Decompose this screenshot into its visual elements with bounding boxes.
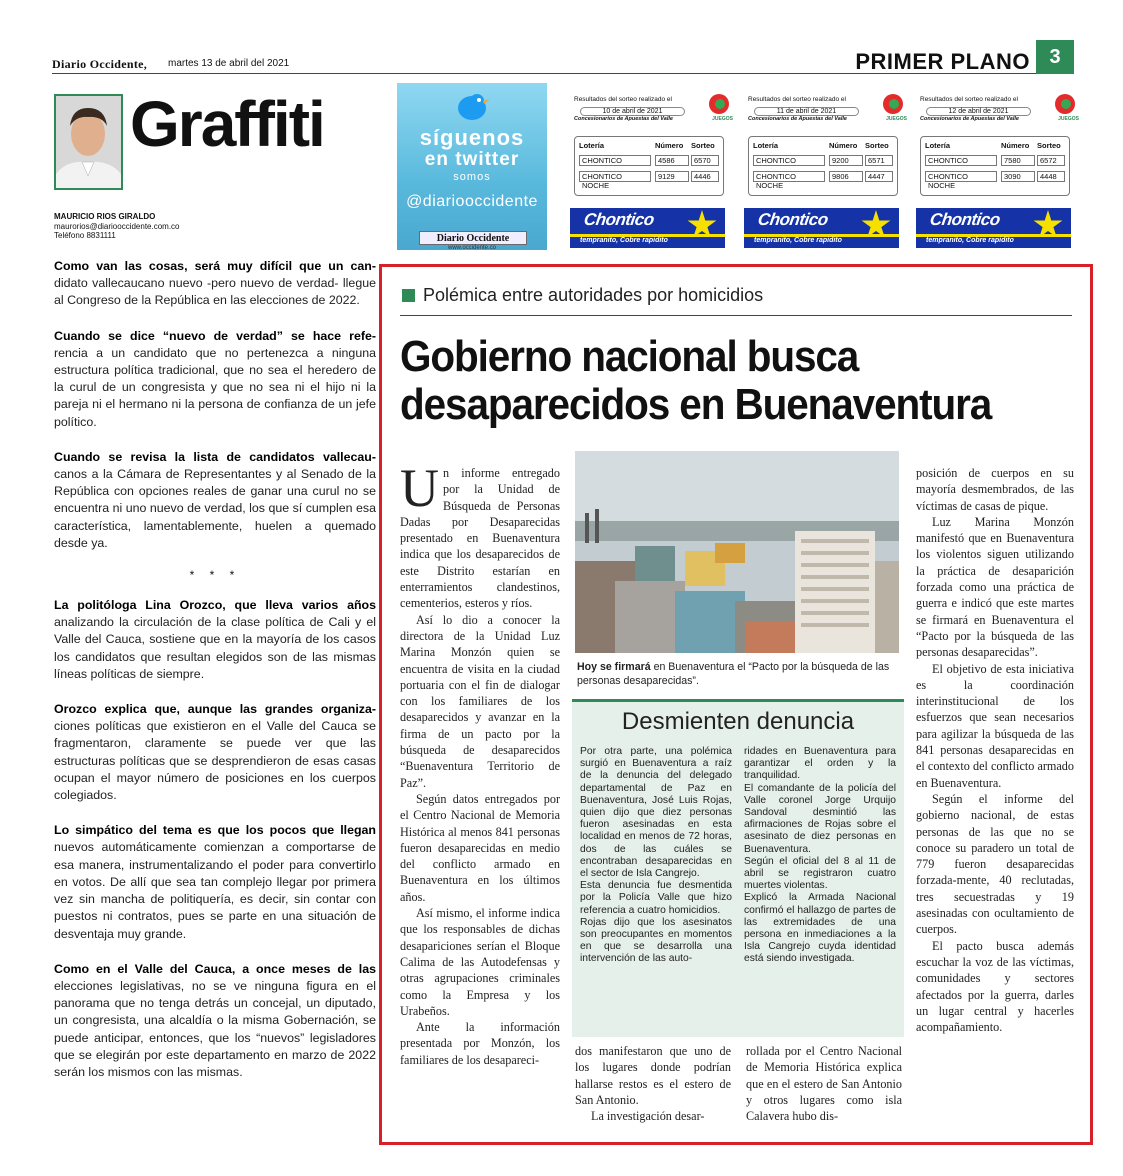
- graffiti-separator: * * *: [189, 568, 241, 583]
- lottery-name-cell: CHONTICO NOCHE: [925, 171, 997, 182]
- lottery-header: Resultados del sorteo realizado el: [748, 96, 846, 103]
- author-photo: [54, 94, 123, 190]
- author-block: [54, 212, 180, 241]
- graffiti-paragraph: La politóloga Lina Orozco, que lleva varios años analizando la circulación de la clase política de Cali y el Valle del Cauca, sostiene que en la mayoría de los casos los candidatos que resultan elegidos son de las mismas líneas políticas de siempre.: [54, 598, 376, 681]
- lottery-number-cell: 7580: [1001, 155, 1035, 166]
- lottery-col-header: Lotería: [925, 141, 951, 150]
- lottery-draw-cell: 6572: [1037, 155, 1065, 166]
- lottery-concession: Concesionarios de Apuestas del Valle: [574, 116, 673, 122]
- juegos-logo-icon: [1055, 94, 1075, 114]
- lottery-draw-cell: 4447: [865, 171, 893, 182]
- sidebar-paragraph: ridades en Buenaventura para garantizar el orden y la tranquilidad.: [744, 746, 896, 782]
- twitter-ad-line3: somos: [453, 171, 491, 183]
- graffiti-paragraph: Orozco explica que, aunque las grandes organiza- ciones políticas que existieron en el Valle del Cauca se fragmentaron, claramente se puede ver que las estructuras políticas que se desprendieron de esas casas ocupan el mayor número de posiciones en los cuerpos colegiados.: [54, 702, 376, 803]
- twitter-ad-brand: Diario Occidente: [419, 231, 527, 245]
- chontico-brand: Chontico: [756, 210, 830, 229]
- sidebar-paragraph: Por otra parte, una polémica surgió en Buenaventura a raíz de la denuncia del delegado departamental de Paz en Buenaventura, José Luis Rojas, quien dijo que diez personas fueron asesinadas en esta localidad en menos de 72 horas, dos de las cuáles se encontraban desaparecidas en el sector de Isla Cangrejo.: [580, 746, 732, 880]
- lottery-table: [920, 136, 1070, 196]
- lottery-col-header: Lotería: [579, 141, 605, 150]
- lottery-table: [574, 136, 724, 196]
- chontico-brand: Chontico: [582, 210, 656, 229]
- story-paragraph: Según datos entregados por el Centro Nacional de Memoria Histórica al menos 841 personas fueron desaparecidas en medio del conflicto armado en Buenaventura en los últimos años.: [400, 791, 560, 904]
- lottery-col-header: Número: [1001, 141, 1030, 150]
- story-headline: Gobierno nacional busca desaparecidos en Buenaventura: [400, 332, 992, 429]
- story-column-3: [746, 1043, 902, 1124]
- lottery-header: Resultados del sorteo realizado el: [574, 96, 672, 103]
- lottery-draw-cell: 6571: [865, 155, 893, 166]
- chontico-brand: Chontico: [928, 210, 1002, 229]
- sidebar-paragraph: Esta denuncia fue desmentida por la Policía Valle que hizo referencia a cuatro homicidios.: [580, 880, 732, 916]
- page-number: 3: [1036, 40, 1074, 74]
- dropcap: U: [400, 458, 439, 518]
- graffiti-body: [54, 258, 376, 1099]
- sidebar-paragraph: Según el oficial del 8 al 11 de abril se registraron cuatro muertes violentas.: [744, 855, 896, 892]
- lottery-number-cell: 9200: [829, 155, 863, 166]
- graffiti-paragraph: Lo simpático del tema es que los pocos que llegan nuevos automáticamente comienzan a comportarse de esa manera, instrumentalizando el poder para convertirlo en votos. De allí que sea tan complejo llegar por primera vez sin mancha de politiquería, es decir, sin contar con puestos ni contratos, pues se parte en una situación de desventaja muy grande.: [54, 823, 376, 941]
- sidebar-column-1: [580, 746, 732, 966]
- juegos-label: JUEGOS: [712, 116, 733, 122]
- sidebar-column-2: [744, 746, 896, 966]
- chontico-slogan: tempranito, Cobre rapidito: [754, 237, 842, 244]
- story-paragraph: Según el informe del gobierno nacional, de estas personas de las que no se conoce su paradero un total de 779 fueron desaparecidas forzada-mente, 40 reclutadas, tres secuestradas y 19 asesinadas con ocultamiento de cuerpos.: [916, 791, 1074, 937]
- sidebar-paragraph: Rojas dijo que los asesinatos son preocupantes en momentos en que se desarrolla una intervención de las auto-: [580, 916, 732, 965]
- twitter-ad-line2: en twitter: [424, 149, 520, 170]
- sidebar-paragraph: El comandante de la policía del Valle coronel Jorge Urquijo Sandoval desmintió las afirmaciones de Rojas sobre el asesinato de diez personas en Buenaventura.: [744, 782, 896, 855]
- story-paragraph: Luz Marina Monzón manifestó que en Buenaventura los violentos siguen utilizando la práctica de desaparición forzada como una práctica de guerra e indicó que este martes se firmará en Buenaventura el “Pacto por la búsqueda de las personas desaparecidas”.: [916, 514, 1074, 660]
- masthead: [52, 45, 1074, 74]
- lottery-date: 10 de abril de 2021: [580, 107, 685, 116]
- twitter-ad-url: www.occidente.co: [447, 245, 497, 250]
- juegos-logo-icon: [883, 94, 903, 114]
- lottery-date: 12 de abril de 2021: [926, 107, 1031, 116]
- lottery-header: Resultados del sorteo realizado el: [920, 96, 1018, 103]
- lottery-result-box: [570, 88, 733, 251]
- city-skyline-image: [575, 451, 899, 653]
- lottery-draw-cell: 6570: [691, 155, 719, 166]
- chontico-slogan: tempranito, Cobre rapidito: [926, 237, 1014, 244]
- lottery-result-box: [916, 88, 1079, 251]
- graffiti-paragraph: Cuando se dice “nuevo de verdad” se hace refe- rencia a un candidato que no pertenezca a ninguna estructura política tradicional, que no sea el heredero de la curul de un congresista y que no sea ni el hijo ni la pareja ni el hermano ni la persona de confianza de un jefe político.: [54, 328, 376, 429]
- story-column-1: [400, 458, 560, 1068]
- story-paragraph: Ante la información presentada por Monzón, los familiares de los desapareci-: [400, 1020, 560, 1067]
- lottery-number-cell: 3090: [1001, 171, 1035, 182]
- twitter-handle: @diariooccidente: [406, 193, 538, 210]
- lottery-draw-cell: 4448: [1037, 171, 1065, 182]
- lottery-name-cell: CHONTICO: [753, 155, 825, 166]
- lottery-col-header: Lotería: [753, 141, 779, 150]
- graffiti-paragraph: Como en el Valle del Cauca, a once meses de las elecciones legislativas, no se ve ninguna figura en el panorama que no tenga detrás un concejal, un diputado, un congresista, una alcaldía o la misma Gobernación, se puede anticipar, entonces, que los “nuevos” legisladores que se elegirán por este departamento en marzo de 2022 serán los mismos con las mismas.: [54, 961, 376, 1079]
- twitter-bird-icon: [453, 89, 491, 123]
- juegos-logo-icon: [709, 94, 729, 114]
- lottery-date: 11 de abril de 2021: [754, 107, 859, 116]
- lottery-concession: Concesionarios de Apuestas del Valle: [920, 116, 1019, 122]
- lottery-draw-cell: 4446: [691, 171, 719, 182]
- lottery-number-cell: 9129: [655, 171, 689, 182]
- photo-caption: Hoy se firmará en Buenaventura el “Pacto por la búsqueda de las personas desaparecidas”.: [577, 661, 890, 687]
- author-portrait-image: [56, 96, 121, 188]
- lottery-result-box: [744, 88, 907, 251]
- story-paragraph: n informe entregado por la Unidad de Búsqueda de Personas Dadas por Desaparecidas presentado en Buenaventura indica que los desaparecidos de este Distrito estarían en enterramientos clandestinos, cementerios, esteros y ríos.: [400, 466, 560, 611]
- story-paragraph: Así mismo, el informe indica que los responsables de dichas desapariciones serían el Bloque Calima de las Autodefensas y otras agrupaciones criminales como la Empresa y los Urabeños.: [400, 906, 560, 1018]
- lottery-col-header: Número: [655, 141, 684, 150]
- graffiti-paragraph: Cuando se revisa la lista de candidatos vallecau- canos a la Cámara de Representantes y al Senado de la República con opciones reales de ganar una curul no se encuentra ni uno nuevo de verdad, los que sí cumplen esa característica, lamentablemente, huelen a quemado desde ya.: [54, 449, 376, 550]
- lottery-name-cell: CHONTICO NOCHE: [753, 171, 825, 182]
- story-paragraph: La investigación desar-: [591, 1109, 705, 1124]
- story-kicker: Polémica entre autoridades por homicidios: [423, 285, 764, 305]
- story-paragraph: rollada por el Centro Nacional de Memoria Histórica explica que en el estero de San Antonio y otros lugares como isla Calavera hubo dis-: [746, 1044, 902, 1124]
- story-column-2: [575, 1043, 731, 1124]
- lottery-table: [748, 136, 898, 196]
- sidebar-paragraph: Explicó la Armada Nacional confirmó el hallazgo de partes de las extremidades de una persona en inmediaciones a la Isla Cangrejo cuyda identidad está siendo investigada.: [744, 892, 896, 965]
- story-paragraph: Así lo dio a conocer la directora de la Unidad Luz Marina Monzón quien se encuentra de visita en la ciudad portuaria con el fin de dialogar con los familiares de los desaparecidos y avanzar en la firma de un pacto por la búsqueda de desaparecidos “Buenaventura Territorio de Paz”.: [400, 612, 560, 790]
- kicker-divider: [400, 315, 1072, 316]
- buenaventura-photo: [575, 451, 899, 653]
- story-paragraph: El pacto busca además escuchar la voz de las víctimas, comunidades y sectores afectados por la guerra, darles un lugar central y hacerles acompañamiento.: [916, 938, 1074, 1035]
- kicker-square-icon: [402, 289, 415, 302]
- lottery-name-cell: CHONTICO: [579, 155, 651, 166]
- graffiti-paragraph: Como van las cosas, será muy difícil que un can- didato vallecaucano nuevo -pero nuevo de verdad- llegue al Congreso de la República en las elecciones de 2022.: [54, 259, 376, 308]
- sidebar-box: [572, 699, 904, 1037]
- chontico-slogan: tempranito, Cobre rapidito: [580, 237, 668, 244]
- paper-name: Diario Occidente,: [52, 57, 148, 71]
- chontico-banner: [744, 208, 899, 248]
- lottery-col-header: Sorteo: [691, 141, 715, 150]
- story-column-4: [916, 465, 1074, 1035]
- section-title: PRIMER PLANO: [855, 49, 1030, 74]
- lottery-name-cell: CHONTICO: [925, 155, 997, 166]
- lottery-number-cell: 9806: [829, 171, 863, 182]
- twitter-ad-line1: síguenos: [419, 125, 525, 150]
- author-email: maurorios@diariooccidente.com.co: [54, 221, 180, 231]
- lottery-concession: Concesionarios de Apuestas del Valle: [748, 116, 847, 122]
- lottery-col-header: Número: [829, 141, 858, 150]
- story-paragraph: posición de cuerpos en su mayoría desmembrados, de las víctimas de casas de pique.: [916, 466, 1074, 513]
- graffiti-title: Graffiti: [130, 88, 324, 160]
- juegos-label: JUEGOS: [886, 116, 907, 122]
- lottery-col-header: Sorteo: [865, 141, 889, 150]
- issue-date: martes 13 de abril del 2021: [168, 58, 290, 69]
- story-paragraph: dos manifestaron que uno de los lugares donde podrían hallarse restos es el estero de San Antonio.: [575, 1044, 731, 1107]
- story-paragraph: El objetivo de esta iniciativa es la coordinación interinstitucional de los esfuerzos que sean necesarios para agilizar la búsqueda de las 841 personas desaparecidas en el contexto del conflicto armado en Buenaventura.: [916, 661, 1074, 790]
- juegos-label: JUEGOS: [1058, 116, 1079, 122]
- chontico-banner: [570, 208, 725, 248]
- lottery-number-cell: 4586: [655, 155, 689, 166]
- author-name: MAURICIO RIOS GIRALDO: [54, 212, 156, 221]
- lottery-name-cell: CHONTICO NOCHE: [579, 171, 651, 182]
- chontico-banner: [916, 208, 1071, 248]
- twitter-ad[interactable]: [397, 83, 547, 250]
- main-story: [379, 264, 1093, 1145]
- author-phone: Teléfono 8831111: [54, 231, 116, 240]
- lottery-col-header: Sorteo: [1037, 141, 1061, 150]
- sidebar-title: Desmienten denuncia: [621, 708, 855, 735]
